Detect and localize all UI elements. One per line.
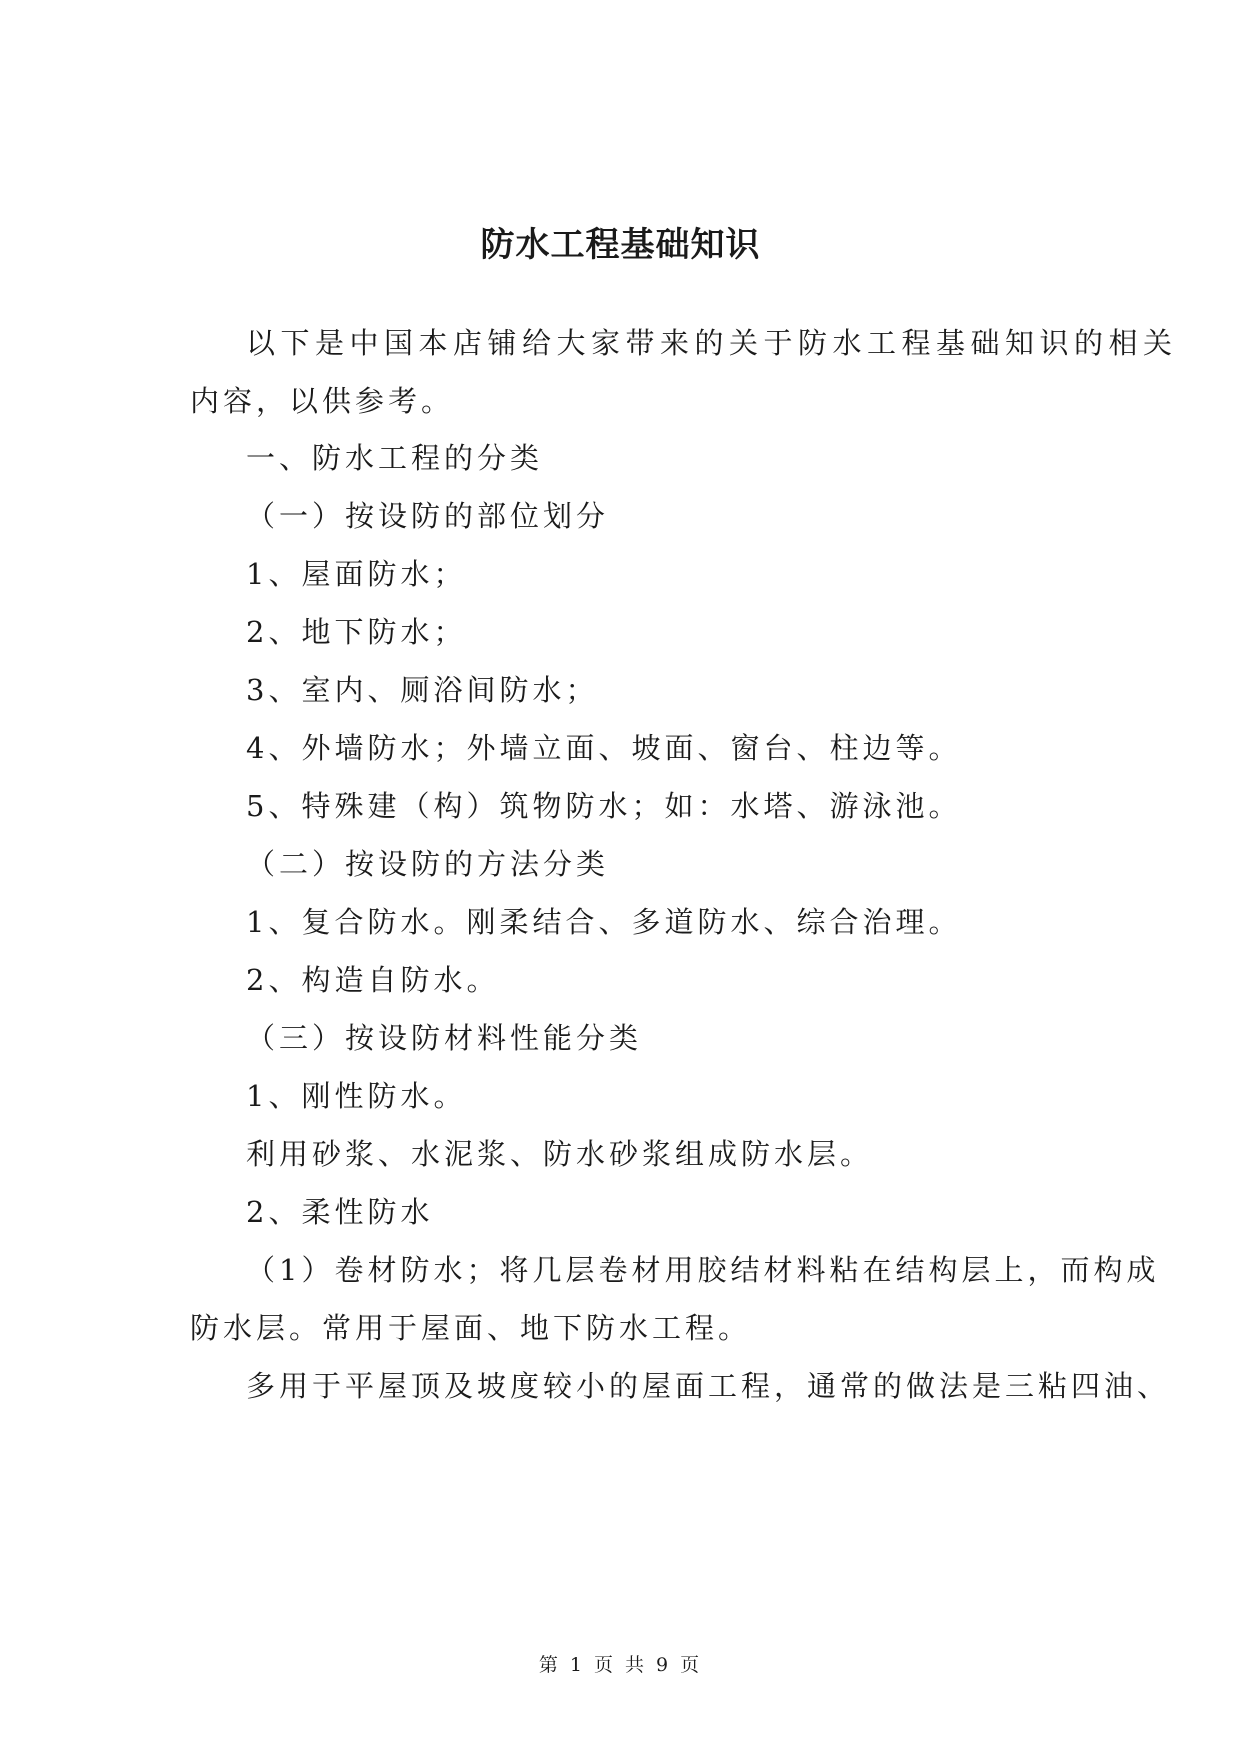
paragraph-intro-line-2: 内容，以供参考。 [190,384,455,418]
subsection-heading-3: （三）按设防材料性能分类 [246,1021,643,1055]
list-item: 2、地下防水； [246,615,467,649]
document-title: 防水工程基础知识 [480,225,761,265]
subsection-heading-2: （二）按设防的方法分类 [246,847,610,881]
list-item: 4、外墙防水；外墙立面、坡面、窗台、柱边等。 [246,731,962,765]
list-item: 1、屋面防水； [246,557,467,591]
list-item: 5、特殊建（构）筑物防水；如：水塔、游泳池。 [246,789,962,823]
list-item: 3、室内、厕浴间防水； [246,673,599,707]
paragraph-line: 防水层。常用于屋面、地下防水工程。 [190,1311,752,1345]
paragraph-intro-line-1: 以下是中国本店铺给大家带来的关于防水工程基础知识的相关 [246,326,1178,360]
section-heading-1: 一、防水工程的分类 [246,441,544,475]
paragraph-line: （1）卷材防水；将几层卷材用胶结材料粘在结构层上，而构成 [246,1253,1160,1287]
list-item: 2、构造自防水。 [246,963,500,997]
subsection-heading-1: （一）按设防的部位划分 [246,499,610,533]
paragraph: 利用砂浆、水泥浆、防水砂浆组成防水层。 [246,1137,874,1171]
paragraph-line: 多用于平屋顶及坡度较小的屋面工程，通常的做法是三粘四油、 [246,1369,1171,1403]
list-item: 2、柔性防水 [246,1195,434,1229]
page-footer: 第 1 页 共 9 页 [538,1654,703,1676]
list-item: 1、复合防水。刚柔结合、多道防水、综合治理。 [246,905,962,939]
list-item: 1、刚性防水。 [246,1079,467,1113]
